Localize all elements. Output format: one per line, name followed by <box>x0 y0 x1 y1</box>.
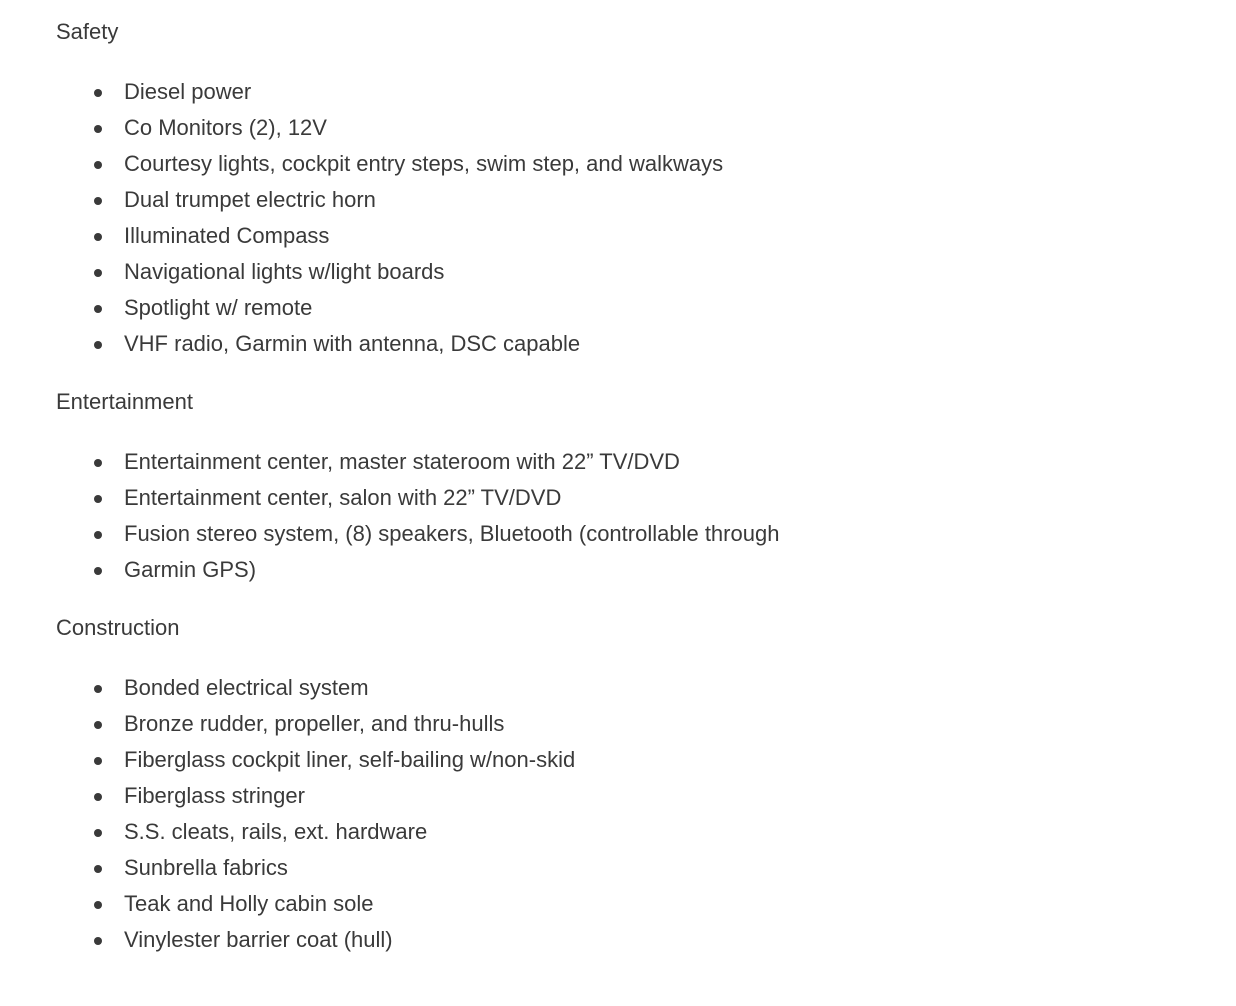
list-item-text: Bonded electrical system <box>124 675 369 700</box>
bullet-icon <box>94 567 102 575</box>
bullet-icon <box>94 459 102 467</box>
bullet-icon <box>94 233 102 241</box>
list-item <box>56 516 1236 552</box>
list-item <box>56 444 1236 480</box>
bullet-icon <box>94 901 102 909</box>
entertainment-list <box>56 444 1236 588</box>
list-item <box>56 146 1236 182</box>
list-item-text: Vinylester barrier coat (hull) <box>124 927 393 952</box>
bullet-icon <box>94 793 102 801</box>
safety-list <box>56 74 1236 362</box>
list-item-text: Sunbrella fabrics <box>124 855 288 880</box>
list-item <box>56 850 1236 886</box>
list-item-text: Spotlight w/ remote <box>124 295 313 320</box>
bullet-icon <box>94 89 102 97</box>
bullet-icon <box>94 161 102 169</box>
list-item-text: Entertainment center, master stateroom with 22” TV/DVD <box>124 449 680 474</box>
bullet-icon <box>94 721 102 729</box>
list-item <box>56 110 1236 146</box>
list-item <box>56 742 1236 778</box>
list-item-text: Bronze rudder, propeller, and thru-hulls <box>124 711 505 736</box>
list-item <box>56 670 1236 706</box>
list-item <box>56 290 1236 326</box>
list-item <box>56 922 1236 958</box>
list-item-text: Fusion stereo system, (8) speakers, Bluetooth (controllable through <box>124 521 780 546</box>
list-item <box>56 886 1236 922</box>
bullet-icon <box>94 685 102 693</box>
list-item-text: VHF radio, Garmin with antenna, DSC capable <box>124 331 581 356</box>
list-item <box>56 182 1236 218</box>
bullet-icon <box>94 757 102 765</box>
list-item-text: S.S. cleats, rails, ext. hardware <box>124 819 428 844</box>
list-item <box>56 74 1236 110</box>
list-item <box>56 480 1236 516</box>
bullet-icon <box>94 531 102 539</box>
bullet-icon <box>94 341 102 349</box>
list-item-text: Navigational lights w/light boards <box>124 259 445 284</box>
bullet-icon <box>94 305 102 313</box>
list-item <box>56 814 1236 850</box>
construction-list <box>56 670 1236 958</box>
bullet-icon <box>94 197 102 205</box>
section-heading-safety: Safety <box>56 19 119 44</box>
list-item <box>56 326 1236 362</box>
bullet-icon <box>94 937 102 945</box>
list-item-text: Courtesy lights, cockpit entry steps, swim step, and walkways <box>124 151 724 176</box>
bullet-icon <box>94 865 102 873</box>
list-item <box>56 254 1236 290</box>
section-heading-entertainment: Entertainment <box>56 389 193 414</box>
list-item-text: Entertainment center, salon with 22” TV/DVD <box>124 485 562 510</box>
bullet-icon <box>94 495 102 503</box>
list-item-text: Illuminated Compass <box>124 223 330 248</box>
list-item-text: Fiberglass stringer <box>124 783 305 808</box>
list-item-text: Teak and Holly cabin sole <box>124 891 374 916</box>
list-item-text: Diesel power <box>124 79 252 104</box>
bullet-icon <box>94 829 102 837</box>
list-item <box>56 552 1236 588</box>
list-item <box>56 778 1236 814</box>
list-item-text: Fiberglass cockpit liner, self-bailing w/non-skid <box>124 747 576 772</box>
list-item-text: Dual trumpet electric horn <box>124 187 376 212</box>
bullet-icon <box>94 269 102 277</box>
bullet-icon <box>94 125 102 133</box>
list-item-text: Garmin GPS) <box>124 557 257 582</box>
section-heading-construction: Construction <box>56 615 180 640</box>
list-item <box>56 218 1236 254</box>
list-item <box>56 706 1236 742</box>
list-item-text: Co Monitors (2), 12V <box>124 115 327 140</box>
